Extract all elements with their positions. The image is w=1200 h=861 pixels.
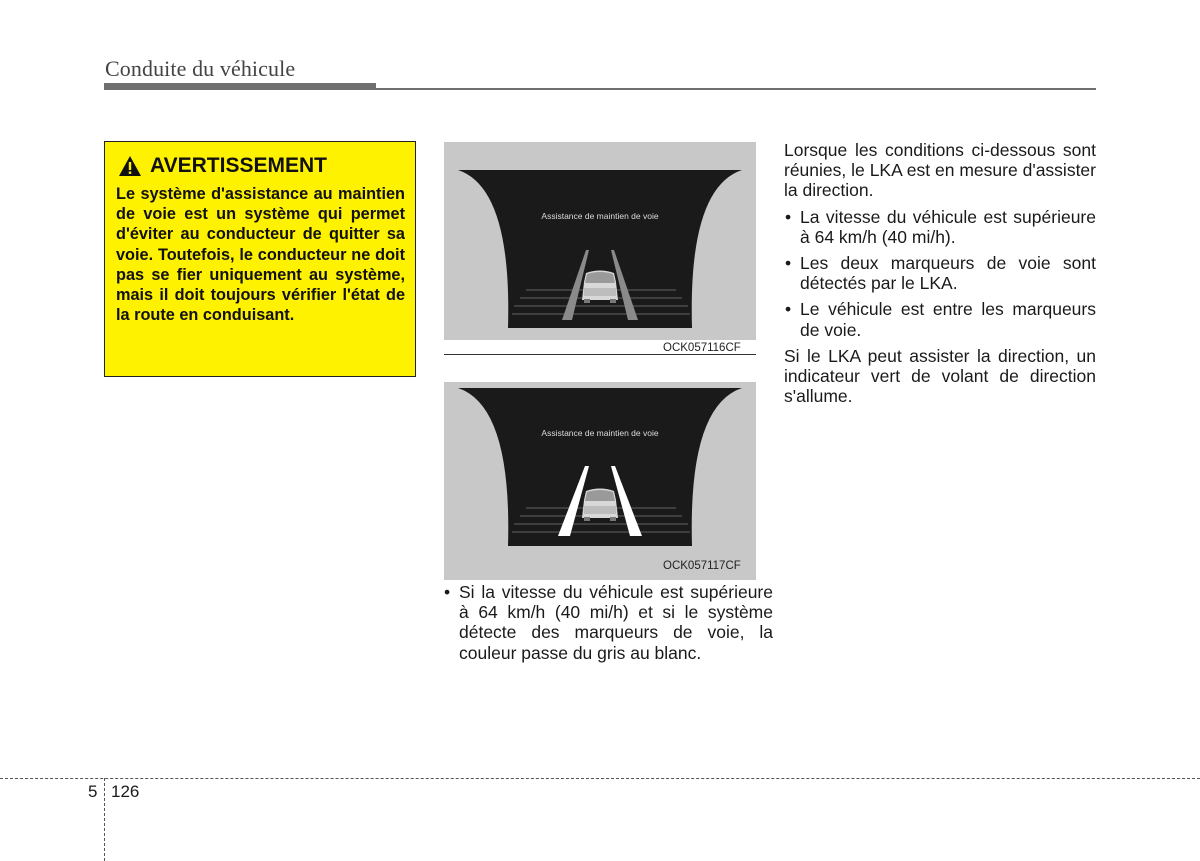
figure-lka-gray-lanes xyxy=(444,142,756,340)
chapter-number: 5 xyxy=(88,782,98,801)
conditions-list xyxy=(784,207,1096,340)
warning-triangle-icon xyxy=(118,155,142,177)
outro-paragraph: Si le LKA peut assister la direction, un indicateur vert de volant de direction s'allume. xyxy=(784,345,1096,407)
figure-divider xyxy=(444,354,756,355)
middle-bullet xyxy=(443,582,773,663)
cluster-screen xyxy=(458,170,742,328)
figure-caption: OCK057117CF xyxy=(663,560,741,572)
bullet-dot: • xyxy=(785,206,792,227)
right-column xyxy=(784,140,1096,412)
bullet-text: Si la vitesse du véhicule est supérieure à 64 km/h (40 mi/h) et si le système détecte des marqueurs de voie, la couleur passe du gris au blanc. xyxy=(459,582,773,663)
cluster-display-image xyxy=(444,142,756,340)
cluster-screen xyxy=(458,388,742,546)
screen-title: Assistance de maintien de voie xyxy=(541,428,659,438)
page-number: 126 xyxy=(111,782,140,801)
bullet-dot: • xyxy=(785,253,792,274)
list-item xyxy=(784,299,1096,339)
list-item xyxy=(784,253,1096,293)
figure-lka-white-lanes xyxy=(444,382,756,580)
header-rule-thick xyxy=(104,83,376,90)
list-item xyxy=(784,207,1096,247)
bullet-text: Les deux marqueurs de voie sont détectés par le LKA. xyxy=(800,253,1096,294)
warning-box xyxy=(104,141,416,377)
bullet-dot: • xyxy=(785,299,792,320)
footer-rule xyxy=(0,778,1200,779)
car-icon xyxy=(582,271,618,304)
header-rule-thin xyxy=(376,88,1096,90)
page-header-title: Conduite du véhicule xyxy=(105,56,296,81)
figure-caption: OCK057116CF xyxy=(663,342,741,354)
intro-paragraph: Lorsque les conditions ci-dessous sont réunies, le LKA est en mesure d'assister la direction. xyxy=(784,140,1096,201)
bullet-text: Le véhicule est entre les marqueurs de voie. xyxy=(800,299,1096,340)
cluster-display-image xyxy=(444,382,756,580)
bullet-text: La vitesse du véhicule est supérieure à 64 km/h (40 mi/h). xyxy=(800,206,1096,247)
screen-title: Assistance de maintien de voie xyxy=(541,211,659,221)
warning-title: AVERTISSEMENT xyxy=(150,154,327,177)
bullet-dot: • xyxy=(444,582,451,602)
footer-vertical-rule xyxy=(104,778,105,861)
warning-text: Le système d'assistance au maintien de voie est un système qui permet d'éviter au conducteur de quitter sa voie. Toutefois, le conducteur ne doit pas se fier uniquement au système, mais il doit toujours vérifier l'état de la route en conduisant. xyxy=(116,185,405,325)
car-icon xyxy=(582,489,618,522)
warning-header xyxy=(116,154,405,178)
